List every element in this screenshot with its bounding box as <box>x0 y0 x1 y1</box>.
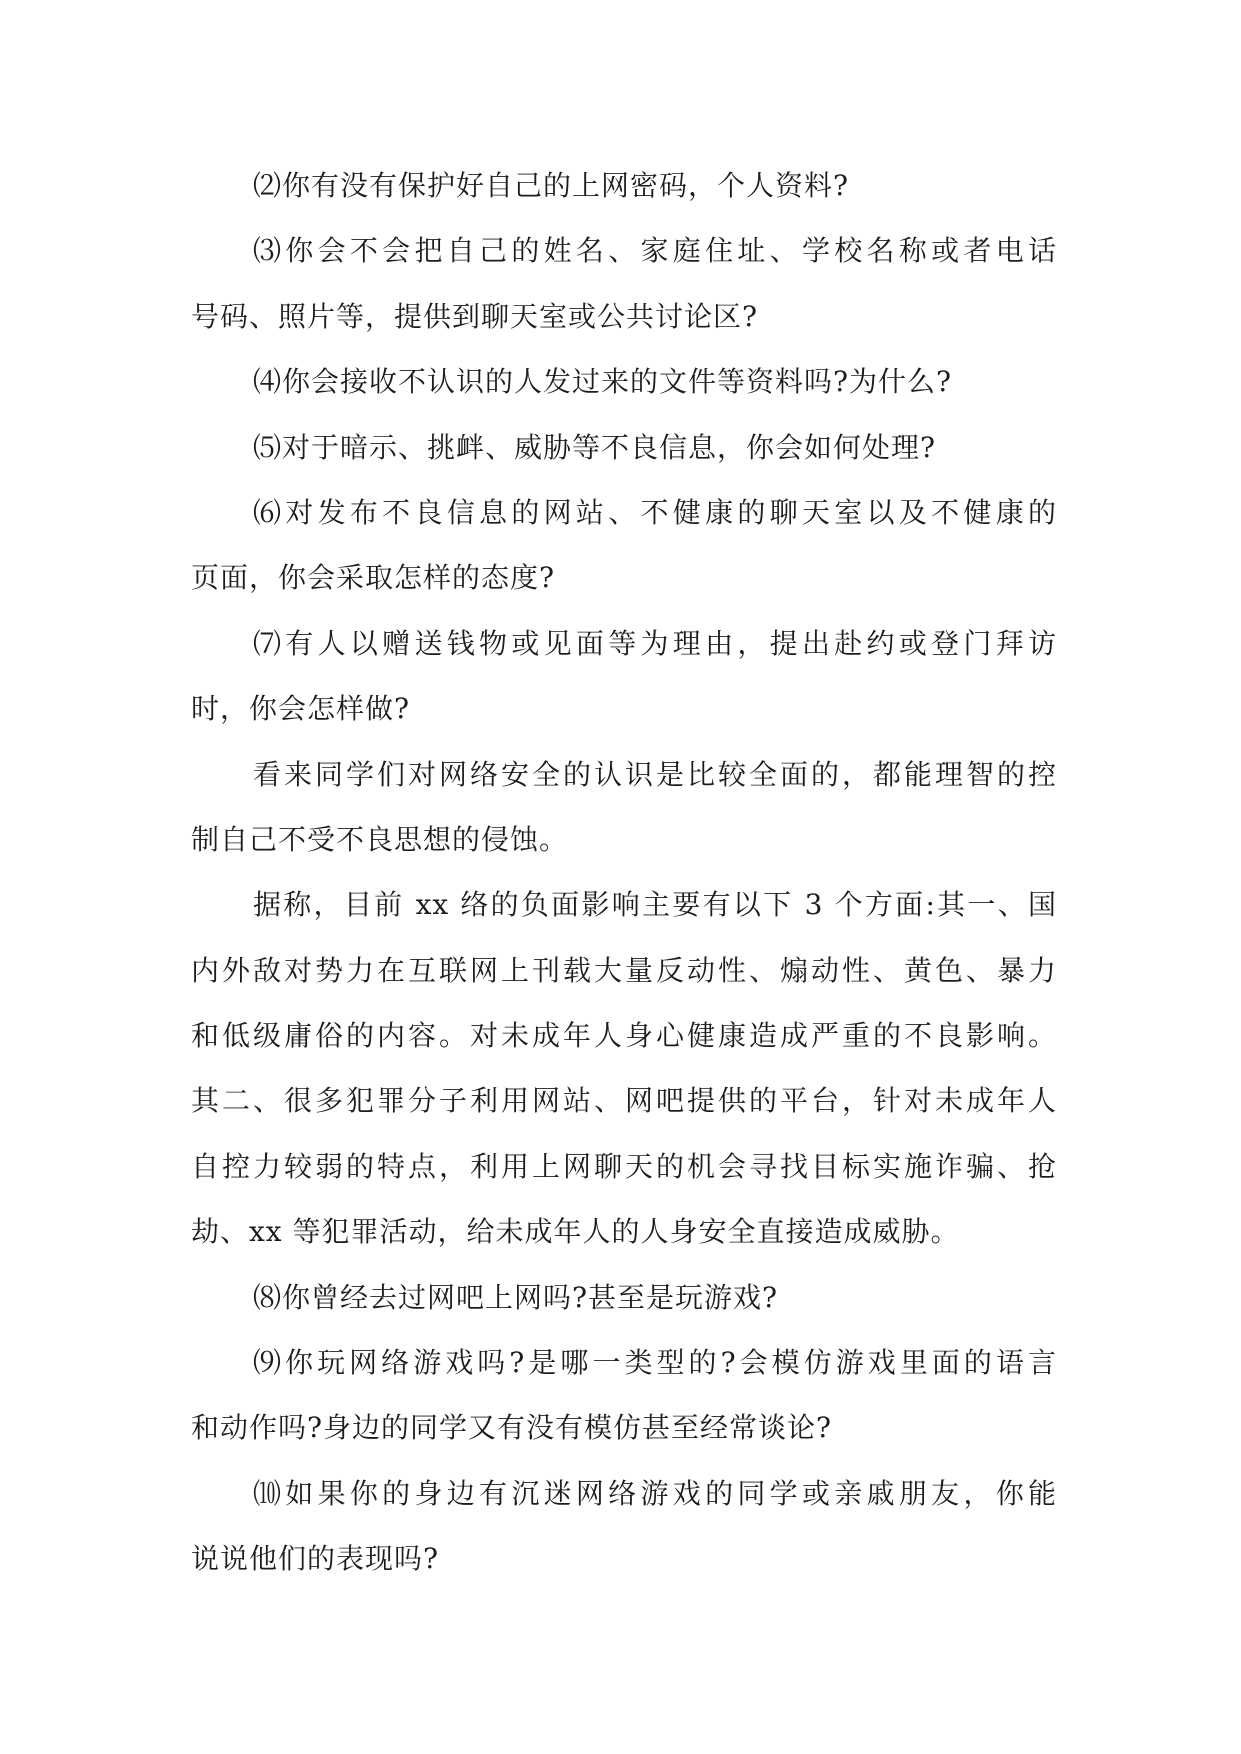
text-line: 和动作吗?身边的同学又有没有模仿甚至经常谈论? <box>191 1411 833 1445</box>
text-line: ⑵你有没有保护好自己的上网密码，个人资料? <box>253 169 850 202</box>
question-8-paragraph <box>191 1265 1057 1330</box>
question-10-paragraph <box>191 1461 1057 1592</box>
text-line: 内外敌对势力在互联网上刊载大量反动性、煽动性、黄色、暴力 <box>191 953 1057 987</box>
document-body <box>191 153 1057 1592</box>
text-line: 看来同学们对网络安全的认识是比较全面的，都能理智的控 <box>253 757 1057 791</box>
text-line: 页面，你会采取怎样的态度? <box>191 561 556 595</box>
text-line: 号码、照片等，提供到聊天室或公共讨论区? <box>191 299 759 333</box>
text-line: 据称，目前 xx 络的负面影响主要有以下 3 个方面:其一、国 <box>253 888 1057 922</box>
text-line: 时，你会怎样做? <box>191 692 411 726</box>
text-line: 劫、xx 等犯罪活动，给未成年人的人身安全直接造成威胁。 <box>191 1215 960 1249</box>
question-3-paragraph <box>191 218 1057 349</box>
question-4-paragraph <box>191 349 1057 414</box>
text-line: ⑽如果你的身边有沉迷网络游戏的同学或亲戚朋友，你能 <box>253 1476 1057 1510</box>
text-line: 和低级庸俗的内容。对未成年人身心健康造成严重的不良影响。 <box>191 1019 1057 1053</box>
text-line: ⑹对发布不良信息的网站、不健康的聊天室以及不健康的 <box>253 495 1057 529</box>
question-7-paragraph <box>191 611 1057 742</box>
question-9-paragraph <box>191 1330 1057 1461</box>
question-2-paragraph <box>191 153 1057 218</box>
question-5-paragraph <box>191 415 1057 480</box>
text-line: ⑼你玩网络游戏吗?是哪一类型的?会模仿游戏里面的语言 <box>253 1346 1057 1380</box>
text-line: 其二、很多犯罪分子利用网站、网吧提供的平台，针对未成年人 <box>191 1084 1057 1118</box>
text-line: 自控力较弱的特点，利用上网聊天的机会寻找目标实施诈骗、抢 <box>191 1149 1057 1183</box>
text-line: ⑺有人以赠送钱物或见面等为理由，提出赴约或登门拜访 <box>253 626 1057 660</box>
text-line: ⑻你曾经去过网吧上网吗?甚至是玩游戏? <box>253 1280 779 1314</box>
text-line: 说说他们的表现吗? <box>191 1542 440 1576</box>
question-6-paragraph <box>191 480 1057 611</box>
text-line: ⑶你会不会把自己的姓名、家庭住址、学校名称或者电话 <box>253 234 1057 268</box>
text-line: ⑸对于暗示、挑衅、威胁等不良信息，你会如何处理? <box>253 430 937 464</box>
text-line: 制自己不受不良思想的侵蚀。 <box>191 822 569 856</box>
text-line: ⑷你会接收不认识的人发过来的文件等资料吗?为什么? <box>253 365 953 399</box>
summary-paragraph <box>191 742 1057 873</box>
negative-impact-paragraph <box>191 872 1057 1264</box>
